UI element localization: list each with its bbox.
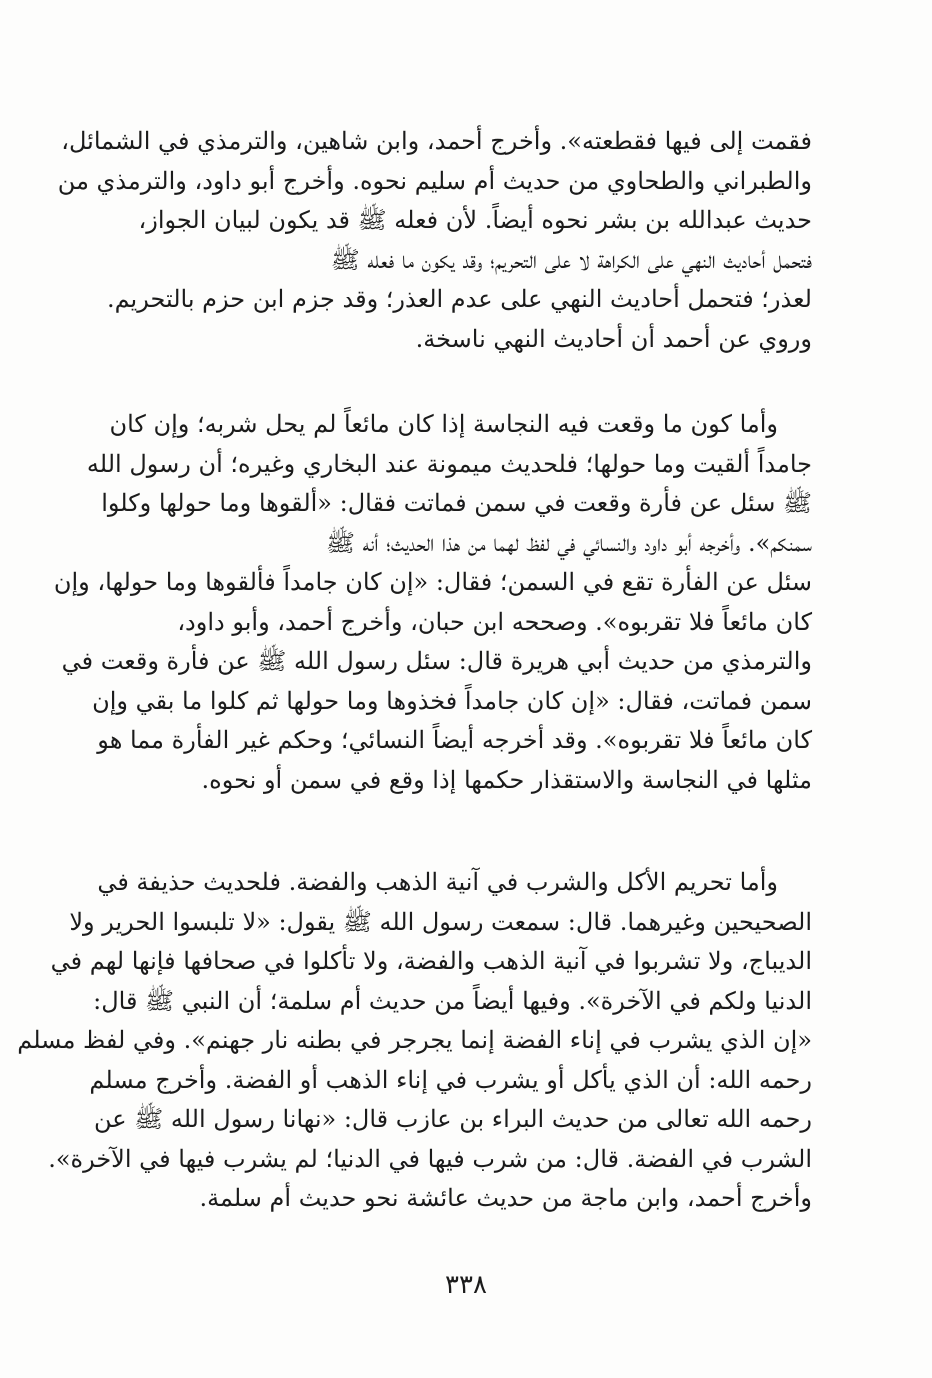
paragraph-2 <box>53 405 812 800</box>
paragraph-line: الدنيا ولكم في الآخرة». وفيها أيضاً من حديث أم سلمة؛ أن النبي ﷺ قال: <box>93 986 812 1015</box>
paragraph-line: مثلها في النجاسة والاستقذار حكمها إذا وقع في سمن أو نحوه. <box>201 765 812 794</box>
paragraph-line: وأخرج أحمد، وابن ماجة من حديث عائشة نحو حديث أم سلمة. <box>199 1184 812 1212</box>
paragraph-line: والترمذي من حديث أبي هريرة قال: سئل رسول الله ﷺ عن فأرة وقعت في <box>61 647 812 675</box>
paragraph-line: لعذر؛ فتحمل أحاديث النهي على عدم العذر؛ وقد جزم ابن حزم بالتحريم. <box>106 285 812 313</box>
paragraph-line: فتحمل أحاديث النهي على الكراهة لا على التحريم؛ وقد يكون ما فعله ﷺ <box>330 245 812 274</box>
page-number: ٣٣٨ <box>445 1270 487 1300</box>
paragraph-line: الشرب في الفضة. قال: من شرب فيها في الدنيا؛ لم يشرب فيها في الآخرة». <box>48 1144 812 1173</box>
paragraph-line: فقمت إلى فيها فقطعته». وأخرج أحمد، وابن شاهين، والترمذي في الشمائل، <box>61 127 812 155</box>
paragraph-line: رحمه الله: أن الذي يأكل أو يشرب في إناء الذهب أو الفضة. وأخرج مسلم <box>89 1065 812 1094</box>
paragraph-line: حديث عبدالله بن بشر نحوه أيضاً. لأن فعله ﷺ قد يكون لبيان الجواز، <box>138 206 812 234</box>
paragraph-3 <box>17 863 812 1219</box>
paragraph-first-line: وأما تحريم الأكل والشرب في آنية الذهب والفضة. فلحديث حذيفة في <box>97 868 778 896</box>
paragraph-line: ﷺ سئل عن فأرة وقعت في سمن فماتت فقال: «ألقوها وما حولها وكلوا <box>101 489 812 517</box>
paragraph-line: كان مائعاً فلا تقربوه». وصححه ابن حبان، وأخرج أحمد، وأبو داود، <box>177 607 812 636</box>
paragraph-line: الديباج، ولا تشربوا في آنية الذهب والفضة، ولا تأكلوا في صحافها فإنها لهم في <box>50 947 812 975</box>
paragraph-first-line: وأما كون ما وقعت فيه النجاسة إذا كان مائعاً لم يحل شربه؛ وإن كان <box>109 410 778 438</box>
paragraph-line: سمنكم». وأخرجه أبو داود والنسائي في لفظ لهما من هذا الحديث؛ أنه ﷺ <box>325 528 812 557</box>
paragraph-line: جامداً ألقيت وما حولها؛ فلحديث ميمونة عند البخاري وغيره؛ أن رسول الله <box>86 449 812 478</box>
paragraph-line: والطبراني والطحاوي من حديث أم سليم نحوه. وأخرج أبو داود، والترمذي من <box>57 166 812 195</box>
paragraph-line: سئل عن الفأرة تقع في السمن؛ فقال: «إن كان جامداً فألقوها وما حولها، وإن <box>53 568 812 596</box>
paragraph-line: كان مائعاً فلا تقربوه». وقد أخرجه أيضاً النسائي؛ وحكم غير الفأرة مما هو <box>97 726 812 754</box>
paragraph-line: سمن فماتت، فقال: «إن كان جامداً فخذوها وما حولها ثم كلوا ما بقي وإن <box>92 686 812 715</box>
paragraph-line: وروي عن أحمد أن أحاديث النهي ناسخة. <box>415 324 812 353</box>
paragraph-line: الصحيحين وغيرهما. قال: سمعت رسول الله ﷺ يقول: «لا تلبسوا الحرير ولا <box>69 907 812 936</box>
paragraph-line: «إن الذي يشرب في إناء الفضة إنما يجرجر في بطنه نار جهنم». وفي لفظ مسلم <box>17 1026 812 1054</box>
paragraph-1 <box>57 122 812 359</box>
paragraph-line: رحمه الله تعالى من حديث البراء بن عازب قال: «نهانا رسول الله ﷺ عن <box>94 1105 812 1133</box>
